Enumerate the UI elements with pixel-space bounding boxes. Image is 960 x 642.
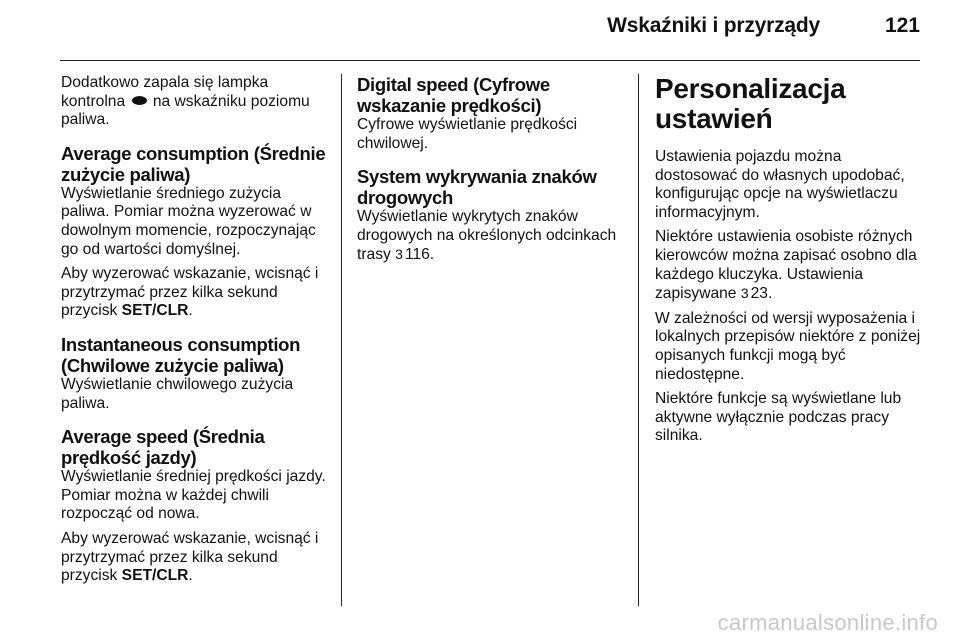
paragraph: W zależności od wersji wyposażenia i lokalnych przepisów niektóre z poniżej opisanych funkcji mogą być niedostępne. (655, 309, 921, 383)
paragraph: Wyświetlanie średniego zużycia paliwa. Pomiar można wyzerować w dowolnym momencie, rozpoczynając go od wartości domyślnej. (61, 184, 316, 258)
column-middle (357, 74, 623, 271)
paragraph (61, 530, 329, 586)
reset-instruction: Aby wyzerować wskazanie, wcisnąć i przytrzymać przez kilka sekund przycisk (61, 529, 319, 585)
set-clr-button-label: SET/CLR (121, 567, 189, 585)
page-reference-icon: 3 (740, 285, 749, 302)
paragraph: Wyświetlanie chwilowego zużycia paliwa. (61, 375, 294, 412)
paragraph: Niektóre funkcje są wyświetlane lub aktywne wyłącznie podczas pracy silnika. (655, 390, 902, 445)
watermark: carmanualsonline.info (717, 610, 938, 635)
punctuation: . (188, 302, 193, 320)
section-title-personalization: Personalizacja ustawień (655, 73, 846, 134)
page-reference-icon: 3 (395, 246, 403, 263)
column-divider (638, 74, 639, 606)
intro-text-start: Dodatkowo zapala się lampka kontrolna (61, 74, 269, 110)
set-clr-button-label: SET/CLR (121, 302, 189, 320)
sign-recognition-text: Wyświetlanie wykrytych znaków drogowych na określonych odcinkach trasy (357, 208, 617, 264)
column-divider (341, 74, 342, 606)
paragraph: Cyfrowe wyświetlanie prędkości chwilowej. (357, 116, 578, 152)
page-number: 121 (884, 14, 920, 37)
fuel-level-indicator-icon (132, 96, 147, 105)
paragraph (655, 228, 925, 303)
paragraph (61, 265, 329, 321)
page-header-title: Wskaźniki i przyrządy (607, 14, 820, 37)
paragraph: Ustawienia pojazdu można dostosować do własnych upodobać, konfigurując opcje na wyświetlaczu informacyjnym. (655, 148, 905, 221)
personal-settings-text: Niektóre ustawienia osobiste różnych kierowców można zapisać osobno dla każdego kluczyka. Ustawienia zapisywane (655, 228, 917, 303)
header-divider (60, 60, 920, 61)
page-reference-link[interactable]: 23. (750, 285, 773, 303)
page-reference-link[interactable]: 116. (404, 246, 435, 264)
column-right (655, 74, 925, 452)
section-heading-average-consumption: Average consumption (Średnie zużycie paliwa) (61, 142, 326, 185)
reset-instruction: Aby wyzerować wskazanie, wcisnąć i przytrzymać przez kilka sekund przycisk (61, 265, 319, 320)
section-heading-average-speed: Average speed (Średnia prędkość jazdy) (61, 426, 265, 469)
section-heading-sign-recognition: System wykrywania znaków drogowych (357, 166, 597, 209)
column-left (61, 74, 329, 592)
punctuation: . (188, 567, 193, 585)
paragraph: Wyświetlanie średniej prędkości jazdy. Pomiar można w każdej chwili rozpocząć od nowa. (61, 468, 326, 523)
intro-text-end: na wskaźniku poziomu paliwa. (61, 92, 310, 129)
section-heading-digital-speed: Digital speed (Cyfrowe wskazanie prędkości) (357, 74, 550, 116)
section-heading-instantaneous-consumption: Instantaneous consumption (Chwilowe zużycie paliwa) (61, 333, 301, 376)
intro-paragraph (61, 74, 329, 130)
paragraph (357, 208, 623, 265)
